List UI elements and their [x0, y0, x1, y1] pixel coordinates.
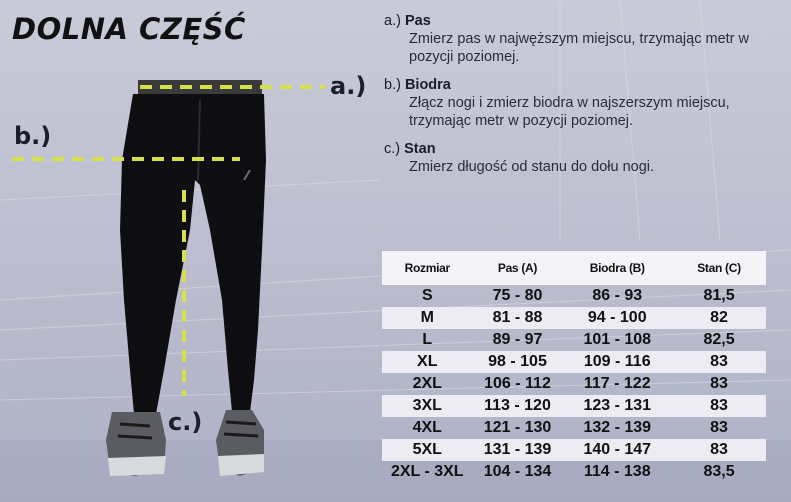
- cell-inseam: 82: [672, 307, 766, 329]
- cell-waist: 81 - 88: [473, 307, 563, 329]
- cell-hips: 94 - 100: [562, 307, 672, 329]
- cell-size: XL: [382, 351, 473, 373]
- cell-size: M: [382, 307, 473, 329]
- table-row: [382, 395, 766, 417]
- instruction-text: Zmierz długość od stanu do dołu nogi.: [409, 159, 655, 175]
- cell-hips: 132 - 139: [583, 419, 652, 436]
- cell-size: 3XL: [382, 395, 473, 417]
- table-row: [382, 373, 766, 395]
- label-c: c.): [168, 408, 203, 436]
- cell-size: 2XL - 3XL: [390, 463, 464, 480]
- instruction-name: Stan: [404, 141, 436, 157]
- table-row: [382, 461, 766, 483]
- size-table: [382, 251, 766, 483]
- table-row: [382, 307, 766, 329]
- cell-waist: 106 - 112: [484, 375, 551, 392]
- cell-inseam: 81,5: [703, 287, 735, 304]
- instruction-text: Złącz nogi i zmierz biodra w najszerszym miejscu, trzymając metr w pozycji poziomej.: [409, 95, 730, 129]
- cell-inseam: 83,5: [703, 463, 735, 480]
- instruction-text: Zmierz pas w najwęższym miejscu, trzymając metr w pozycji poziomej.: [409, 31, 749, 65]
- cell-hips: 140 - 147: [562, 439, 672, 461]
- label-b: b.): [14, 122, 52, 150]
- cell-waist: 89 - 97: [492, 331, 543, 348]
- table-row: [382, 439, 766, 461]
- leggings: [120, 94, 266, 414]
- cell-waist: 75 - 80: [492, 287, 543, 304]
- instruction-key: a.): [384, 13, 401, 29]
- cell-hips: 86 - 93: [592, 287, 643, 304]
- cell-inseam: 83: [672, 395, 766, 417]
- cell-hips: 101 - 108: [583, 331, 652, 348]
- measurement-instructions: [384, 12, 784, 186]
- table-row: [382, 417, 766, 439]
- cell-size: 5XL: [382, 439, 473, 461]
- right-shoe: [216, 410, 264, 476]
- table-row: [382, 351, 766, 373]
- cell-waist: 98 - 105: [473, 351, 563, 373]
- cell-hips: 114 - 138: [583, 463, 651, 480]
- page-title: DOLNA CZĘŚĆ: [12, 12, 246, 46]
- table-row: [382, 285, 766, 307]
- cell-waist: 131 - 139: [473, 439, 563, 461]
- cell-waist: 113 - 120: [473, 395, 563, 417]
- instruction-key: c.): [384, 141, 401, 157]
- cell-size: 2XL: [412, 375, 442, 392]
- header-inseam: Stan (C): [672, 251, 766, 285]
- instruction-inseam: [384, 140, 784, 176]
- cell-size: S: [421, 287, 433, 304]
- instruction-hips: [384, 76, 784, 130]
- cell-hips: 109 - 116: [562, 351, 672, 373]
- instruction-name: Biodra: [404, 77, 451, 93]
- instruction-name: Pas: [404, 13, 431, 29]
- cell-waist: 104 - 134: [483, 463, 552, 480]
- header-size: Rozmiar: [382, 251, 473, 285]
- cell-size: 4XL: [412, 419, 442, 436]
- cell-hips: 117 - 122: [583, 375, 651, 392]
- cell-inseam: 83: [672, 439, 766, 461]
- instruction-key: b.): [384, 77, 401, 93]
- instruction-waist: [384, 12, 784, 66]
- cell-inseam: 82,5: [703, 331, 735, 348]
- cell-inseam: 83: [710, 419, 728, 436]
- header-waist: Pas (A): [473, 251, 563, 285]
- label-a: a.): [330, 72, 367, 100]
- cell-inseam: 83: [672, 351, 766, 373]
- cell-size: L: [422, 331, 433, 348]
- cell-waist: 121 - 130: [483, 419, 552, 436]
- table-row: [382, 329, 766, 351]
- table-header-row: [382, 251, 766, 285]
- header-hips: Biodra (B): [562, 251, 672, 285]
- cell-hips: 123 - 131: [562, 395, 672, 417]
- left-shoe: [106, 412, 166, 476]
- cell-inseam: 83: [710, 375, 728, 392]
